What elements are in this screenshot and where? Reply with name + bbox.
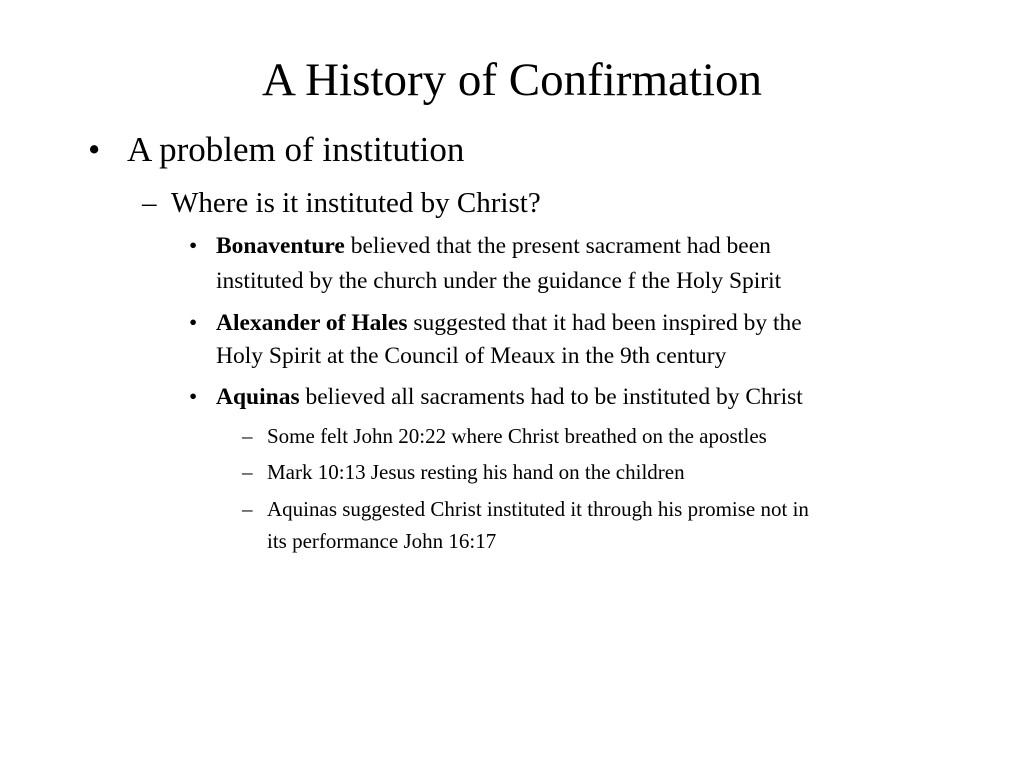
point-text-continuation: instituted by the church under the guidance f the Holy Spirit <box>216 268 782 294</box>
bullet-marker: • <box>189 384 198 410</box>
point-text-line: believed all sacraments had to be instituted by Christ <box>299 384 803 410</box>
slide-title: A History of Confirmation <box>262 54 762 106</box>
subpoint-john-20-22: Some felt John 20:22 where Christ breathed on the apostles <box>267 424 767 448</box>
point-bonaventure <box>216 229 771 264</box>
bullet-text-problem-of-institution: A problem of institution <box>127 130 465 169</box>
point-text-line: believed that the present sacrament had been <box>344 233 771 259</box>
point-name-alexander-of-hales: Alexander of Hales <box>216 310 408 336</box>
point-name-bonaventure: Bonaventure <box>216 233 345 259</box>
bullet-marker: • <box>88 130 101 169</box>
point-alexander-of-hales <box>216 306 802 341</box>
dash-marker: – <box>242 497 253 521</box>
dash-marker: – <box>242 460 253 484</box>
bullet-marker: • <box>189 310 198 336</box>
subpoint-text-continuation: its performance John 16:17 <box>267 529 497 553</box>
dash-marker: – <box>242 424 253 448</box>
dash-marker: – <box>142 187 157 219</box>
subpoint-aquinas-promise: Aquinas suggested Christ instituted it through his promise not in <box>267 497 809 521</box>
point-aquinas <box>216 380 803 415</box>
subpoint-mark-10-13: Mark 10:13 Jesus resting his hand on the children <box>267 460 685 484</box>
point-name-aquinas: Aquinas <box>216 384 300 410</box>
point-text-line: suggested that it had been inspired by the <box>407 310 802 336</box>
point-text-continuation: Holy Spirit at the Council of Meaux in the 9th century <box>216 343 727 369</box>
bullet-marker: • <box>189 233 198 259</box>
subbullet-text-where-instituted: Where is it instituted by Christ? <box>171 187 541 219</box>
